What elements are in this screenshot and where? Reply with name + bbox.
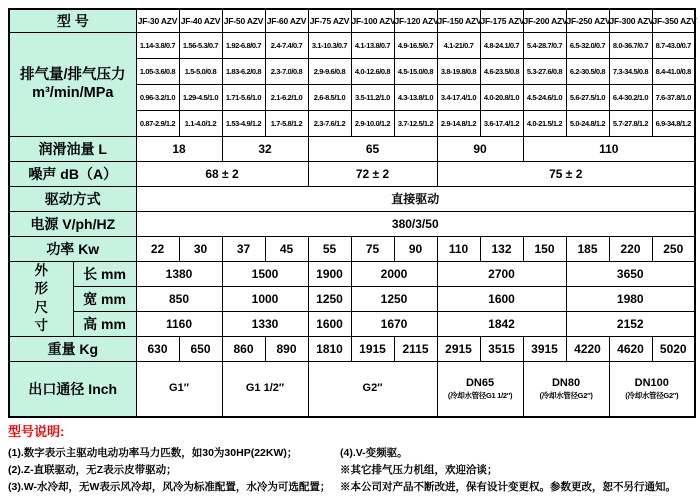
table-row [9, 361, 695, 417]
table-cell: 1250 [308, 286, 351, 311]
table-cell: 1.14-3.8/0.7 [136, 32, 179, 58]
table-cell: 4.1-21/0.7 [437, 32, 480, 58]
table-cell: G2″ [308, 361, 437, 417]
table-cell: 30 [179, 236, 222, 261]
table-cell: 1.83-6.2/0.8 [222, 58, 265, 84]
table-cell: 1.5-5.0/0.8 [179, 58, 222, 84]
table-cell: 2115 [394, 336, 437, 361]
model-name: JF-100 AZV [351, 9, 394, 32]
model-name: JF-30 AZV [136, 9, 179, 32]
table-cell: 2152 [566, 311, 695, 336]
table-cell: 18 [136, 136, 222, 161]
table-cell: 3.7-12.5/1.2 [394, 110, 437, 136]
table-cell: 1810 [308, 336, 351, 361]
notes-title: 型号说明: [8, 424, 65, 439]
table-cell: 8.0-36.7/0.7 [609, 32, 652, 58]
table-cell: 75 [351, 236, 394, 261]
width-label: 宽 mm [73, 286, 136, 311]
table-cell: 1380 [136, 261, 222, 286]
table-cell: 4.0-21.5/1.2 [523, 110, 566, 136]
table-cell: 250 [652, 236, 695, 261]
table-cell: 2.4-7.4/0.7 [265, 32, 308, 58]
table-cell: 3.5-11.2/1.0 [351, 84, 394, 110]
table-cell: 650 [179, 336, 222, 361]
model-name: JF-60 AZV [265, 9, 308, 32]
table-cell: 890 [265, 336, 308, 361]
table-cell: 1842 [437, 311, 566, 336]
table-cell: 5.0-24.8/1.2 [566, 110, 609, 136]
table-cell: 1500 [222, 261, 308, 286]
table-cell: DN100 (冷却水管径G2″) [609, 361, 695, 417]
oil-volume-label: 润滑油量 L [9, 136, 136, 161]
table-cell: 0.87-2.9/1.2 [136, 110, 179, 136]
table-cell: 72 ± 2 [308, 161, 437, 186]
table-row [9, 136, 695, 161]
model-name: JF-150 AZV [437, 9, 480, 32]
table-cell: 3915 [523, 336, 566, 361]
table-cell: G1″ [136, 361, 222, 417]
table-cell: 4.5-15.0/0.8 [394, 58, 437, 84]
table-cell: 2.1-6.2/1.0 [265, 84, 308, 110]
table-cell: 7.6-37.8/1.0 [652, 84, 695, 110]
weight-label: 重量 Kg [9, 336, 136, 361]
table-cell: 2700 [437, 261, 566, 286]
table-row [9, 311, 695, 336]
outlet-diameter-label: 出口通径 Inch [9, 361, 136, 417]
dimensions-label: 外 形 尺 寸 [9, 261, 73, 336]
model-name: JF-75 AZV [308, 9, 351, 32]
notes-columns [8, 445, 696, 496]
table-cell: 6.4-30.2/1.0 [609, 84, 652, 110]
notes-section [8, 421, 696, 496]
model-name: JF-200 AZV [523, 9, 566, 32]
table-cell: 850 [136, 286, 222, 311]
table-cell: 68 ± 2 [136, 161, 308, 186]
note-line: (1).数字表示主驱动电动功率马力匹数，如30为30HP(22KW)； [8, 447, 298, 459]
table-cell: 1.05-3.6/0.8 [136, 58, 179, 84]
note-line: ※其它排气压力机组，欢迎洽谈； [340, 464, 498, 476]
table-cell: 5.7-27.8/1.2 [609, 110, 652, 136]
table-cell: 150 [523, 236, 566, 261]
noise-label: 噪声 dB（A） [9, 161, 136, 186]
notes-column-right [340, 445, 696, 496]
model-name: JF-50 AZV [222, 9, 265, 32]
table-cell: 65 [308, 136, 437, 161]
table-cell: 22 [136, 236, 179, 261]
table-cell: 185 [566, 236, 609, 261]
table-row [9, 286, 695, 311]
table-cell: 75 ± 2 [437, 161, 695, 186]
capacity-label: 排气量/排气压力 m³/min/MPa [9, 32, 136, 136]
note-line: (2).Z-直联驱动，无Z表示皮带驱动； [8, 464, 177, 476]
table-cell: 4.9-16.5/0.7 [394, 32, 437, 58]
table-cell: 4620 [609, 336, 652, 361]
table-cell: 630 [136, 336, 179, 361]
table-cell: 1915 [351, 336, 394, 361]
table-cell: 2.3-7.6/1.2 [308, 110, 351, 136]
table-row [9, 236, 695, 261]
model-name: JF-300 AZV [609, 9, 652, 32]
table-cell: 7.3-34.5/0.8 [609, 58, 652, 84]
note-line: ※本公司对产品不断改进，保有设计变更权。参数更改，恕不另行通知。 [340, 481, 676, 493]
table-cell: 1.92-6.8/0.7 [222, 32, 265, 58]
table-cell: DN65 (冷却水管径G1 1/2″) [437, 361, 523, 417]
table-cell: 6.2-30.5/0.8 [566, 58, 609, 84]
table-cell: 5.4-28.7/0.7 [523, 32, 566, 58]
length-label: 长 mm [73, 261, 136, 286]
table-cell: 220 [609, 236, 652, 261]
table-row [9, 9, 695, 32]
table-cell: 1.29-4.5/1.0 [179, 84, 222, 110]
table-cell: 2915 [437, 336, 480, 361]
table-cell: 4.0-12.6/0.8 [351, 58, 394, 84]
table-row [9, 211, 695, 236]
table-cell: 2000 [351, 261, 437, 286]
table-cell: 1600 [437, 286, 566, 311]
table-cell: 860 [222, 336, 265, 361]
table-cell: 1.7-5.8/1.2 [265, 110, 308, 136]
drive-type-value: 直接驱动 [136, 186, 695, 211]
table-cell: 1330 [222, 311, 308, 336]
table-cell: 6.9-34.8/1.2 [652, 110, 695, 136]
motor-power-label: 功率 Kw [9, 236, 136, 261]
table-cell: 132 [480, 236, 523, 261]
table-cell: 1900 [308, 261, 351, 286]
notes-column-left [8, 445, 340, 496]
table-cell: 2.3-7.0/0.8 [265, 58, 308, 84]
table-cell: 4.1-13.8/0.7 [351, 32, 394, 58]
drive-type-label: 驱动方式 [9, 186, 136, 211]
table-cell: 1.1-4.0/1.2 [179, 110, 222, 136]
table-cell: 110 [523, 136, 695, 161]
table-cell: 2.9-14.8/1.2 [437, 110, 480, 136]
height-label: 高 mm [73, 311, 136, 336]
table-row [9, 186, 695, 211]
spec-table [8, 8, 696, 418]
table-cell: 55 [308, 236, 351, 261]
table-cell: 3.4-17.4/1.0 [437, 84, 480, 110]
model-name: JF-250 AZV [566, 9, 609, 32]
model-name: JF-40 AZV [179, 9, 222, 32]
table-row [9, 161, 695, 186]
table-cell: 6.5-32.0/0.7 [566, 32, 609, 58]
table-cell: 1.56-5.3/0.7 [179, 32, 222, 58]
table-cell: 90 [394, 236, 437, 261]
table-cell: 37 [222, 236, 265, 261]
spec-table-body [9, 9, 695, 417]
table-cell: 2.6-8.5/1.0 [308, 84, 351, 110]
table-cell: 90 [437, 136, 523, 161]
power-supply-label: 电源 V/ph/HZ [9, 211, 136, 236]
table-cell: 1.71-5.6/1.0 [222, 84, 265, 110]
table-cell: 8.7-43.0/0.7 [652, 32, 695, 58]
table-cell: 4.8-24.1/0.7 [480, 32, 523, 58]
table-cell: 1160 [136, 311, 222, 336]
table-row [9, 336, 695, 361]
note-line: (4).V-变频驱。 [340, 447, 408, 459]
table-cell: 1980 [566, 286, 695, 311]
table-cell: 3515 [480, 336, 523, 361]
table-cell: 8.4-41.0/0.8 [652, 58, 695, 84]
table-cell: G1 1/2″ [222, 361, 308, 417]
table-row [9, 261, 695, 286]
table-cell: 4.5-24.6/1.0 [523, 84, 566, 110]
table-cell: 2.9-10.0/1.2 [351, 110, 394, 136]
table-cell: 5.3-27.6/0.8 [523, 58, 566, 84]
table-cell: 1250 [351, 286, 437, 311]
table-cell: 110 [437, 236, 480, 261]
table-cell: 3650 [566, 261, 695, 286]
model-name: JF-350 AZV [652, 9, 695, 32]
power-supply-value: 380/3/50 [136, 211, 695, 236]
table-cell: 0.96-3.2/1.0 [136, 84, 179, 110]
table-row [9, 32, 695, 58]
table-cell: 32 [222, 136, 308, 161]
table-cell: 4.0-20.8/1.0 [480, 84, 523, 110]
table-cell: 4.3-13.8/1.0 [394, 84, 437, 110]
table-cell: 4.6-23.5/0.8 [480, 58, 523, 84]
table-cell: 3.6-17.4/1.2 [480, 110, 523, 136]
table-cell: 5020 [652, 336, 695, 361]
model-name: JF-120 AZV [394, 9, 437, 32]
table-cell: DN80 (冷却水管径G2″) [523, 361, 609, 417]
table-cell: 1.53-4.9/1.2 [222, 110, 265, 136]
table-cell: 4220 [566, 336, 609, 361]
model-header-label: 型 号 [9, 9, 136, 32]
table-cell: 5.6-27.5/1.0 [566, 84, 609, 110]
table-cell: 1670 [351, 311, 437, 336]
table-cell: 2.9-9.6/0.8 [308, 58, 351, 84]
note-line: (3).W-水冷却，无W表示风冷却，风冷为标准配置，水冷为可选配置； [8, 481, 331, 493]
table-cell: 1000 [222, 286, 308, 311]
table-cell: 45 [265, 236, 308, 261]
table-cell: 3.1-10.3/0.7 [308, 32, 351, 58]
model-name: JF-175 AZV [480, 9, 523, 32]
table-cell: 3.8-19.8/0.8 [437, 58, 480, 84]
table-cell: 1600 [308, 311, 351, 336]
